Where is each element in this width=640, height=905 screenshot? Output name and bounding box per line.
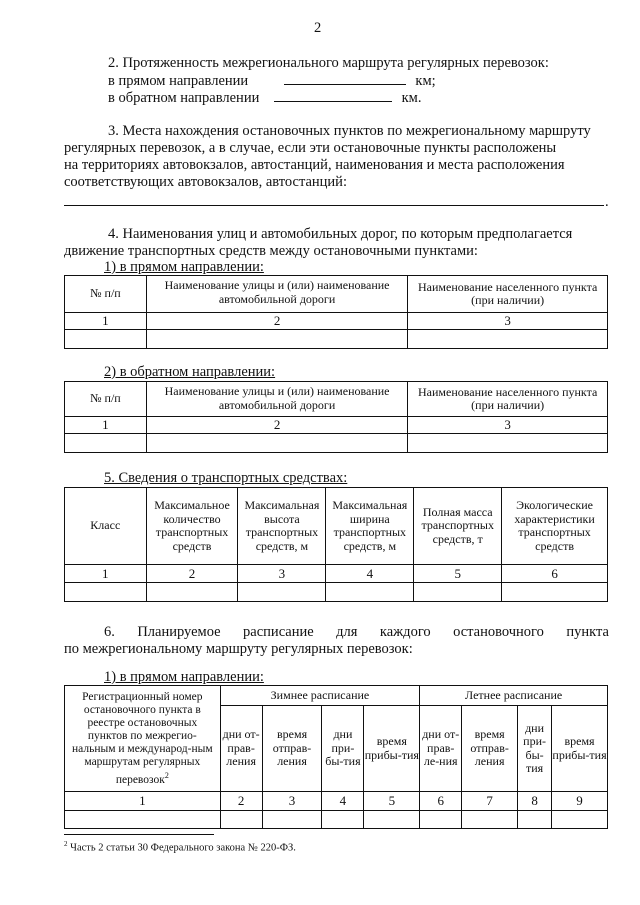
col-number-5: 5 <box>364 792 420 811</box>
empty-cell <box>262 811 322 829</box>
header-winter: Зимнее расписание <box>220 686 420 706</box>
backward-caption-text: 2) в обратном направлении: <box>104 364 276 380</box>
backward-distance-blank <box>274 89 392 102</box>
empty-cell <box>408 434 608 453</box>
empty-cell <box>146 330 408 349</box>
s6-word: для <box>336 624 358 640</box>
table-number-row <box>65 313 608 330</box>
section-4-line1: 4. Наименования улиц и автомобильных дорог, по которым предполагается <box>108 226 573 242</box>
section-4-forward-caption <box>104 259 264 276</box>
forward-distance-blank <box>284 72 406 85</box>
forward-distance-unit: км; <box>415 73 436 89</box>
header-winter-arrival-time: время прибы-тия <box>364 706 420 792</box>
empty-cell <box>65 330 147 349</box>
col-number-1: 1 <box>65 313 147 330</box>
col-number-7: 7 <box>462 792 518 811</box>
empty-cell <box>65 583 147 602</box>
header-summer-departure-time: время отправ-ления <box>462 706 518 792</box>
footnote <box>64 838 296 855</box>
header-summer-departure-days: дни от-прав-ле-ния <box>420 706 462 792</box>
col-number-2: 2 <box>220 792 262 811</box>
section-3-line2: регулярных перевозок, а в случае, если эти остановочные пункты расположены <box>64 140 557 156</box>
vehicles-caption-text: 5. Сведения о транспортных средствах: <box>104 470 348 486</box>
col-number-1: 1 <box>65 417 147 434</box>
empty-cell <box>326 583 414 602</box>
col-number-4: 4 <box>322 792 364 811</box>
header-max-count: Максимальное количество транспортных средств <box>146 488 238 565</box>
table-row <box>65 811 608 829</box>
table-row <box>65 434 608 453</box>
header-winter-arrival-days: дни при-бы-тия <box>322 706 364 792</box>
header-summer-arrival-days: дни при-бы-тия <box>518 706 552 792</box>
backward-distance-unit: км. <box>401 90 422 106</box>
backward-distance-line <box>108 89 421 107</box>
empty-cell <box>408 330 608 349</box>
col-number-3: 3 <box>408 417 608 434</box>
empty-cell <box>65 434 147 453</box>
footnote-separator <box>64 834 214 835</box>
col-number-6: 6 <box>420 792 462 811</box>
col-number-8: 8 <box>518 792 552 811</box>
table-row <box>65 583 608 602</box>
s6-word: пункта <box>566 624 609 640</box>
s6-word: Планируемое <box>137 624 221 640</box>
col-number-1: 1 <box>65 792 221 811</box>
header-number: № п/п <box>65 382 147 417</box>
section-2-title: 2. Протяженность межрегионального маршрута регулярных перевозок: <box>108 55 549 71</box>
forward-caption-text: 1) в прямом направлении: <box>104 259 264 275</box>
s6-word: расписание <box>243 624 314 640</box>
empty-cell <box>414 583 502 602</box>
empty-cell <box>364 811 420 829</box>
header-winter-departure-days: дни от-прав-ления <box>220 706 262 792</box>
col-number-6: 6 <box>502 565 608 583</box>
empty-cell <box>238 583 326 602</box>
s6-word: 6. <box>104 624 115 640</box>
footnote-number: 2 <box>64 840 68 848</box>
table-number-row <box>65 417 608 434</box>
section-3-line1: 3. Места нахождения остановочных пунктов по межрегиональному маршруту <box>108 123 591 139</box>
empty-cell <box>220 811 262 829</box>
stops-answer-line <box>64 205 604 206</box>
schedule-caption-text: 1) в прямом направлении: <box>104 669 264 685</box>
table-header-row <box>65 382 608 417</box>
footnote-text: Часть 2 статьи 30 Федерального закона № 220-ФЗ. <box>70 842 296 854</box>
section-4-line2: движение транспортных средств между остановочными пунктами: <box>64 243 478 259</box>
header-total-mass: Полная масса транспортных средств, т <box>414 488 502 565</box>
table-number-row <box>65 792 608 811</box>
empty-cell <box>146 434 408 453</box>
table-header-row <box>65 488 608 565</box>
section-6-line2: по межрегиональному маршруту регулярных перевозок: <box>64 641 413 657</box>
empty-cell <box>146 583 238 602</box>
header-street: Наименование улицы и (или) наименование автомобильной дороги <box>146 382 408 417</box>
table-number-row <box>65 565 608 583</box>
s6-word: остановочного <box>453 624 544 640</box>
table-row <box>65 330 608 349</box>
header-summer: Летнее расписание <box>420 686 608 706</box>
empty-cell <box>65 811 221 829</box>
stops-answer-end: . <box>605 194 609 210</box>
empty-cell <box>502 583 608 602</box>
section-6-forward-caption <box>104 669 264 686</box>
header-number: № п/п <box>65 276 147 313</box>
table-header-row <box>65 276 608 313</box>
reg-header-text: Регистрационный номер остановочного пункта в реестре остановочных пунктов по межрегио-нальным и международ-ным маршрутам регулярных перевозок <box>72 690 213 786</box>
empty-cell <box>420 811 462 829</box>
table-header-row <box>65 686 608 706</box>
col-number-1: 1 <box>65 565 147 583</box>
section-5-caption <box>104 470 347 487</box>
col-number-2: 2 <box>146 313 408 330</box>
header-ecology: Экологические характеристики транспортных средств <box>502 488 608 565</box>
empty-cell <box>462 811 518 829</box>
streets-backward-table <box>64 381 608 453</box>
forward-distance-line <box>108 72 436 90</box>
schedule-table <box>64 685 608 829</box>
col-number-3: 3 <box>262 792 322 811</box>
header-class: Класс <box>65 488 147 565</box>
backward-distance-label: в обратном направлении <box>108 90 260 106</box>
header-winter-departure-time: время отправ-ления <box>262 706 322 792</box>
section-4-backward-caption <box>104 364 275 381</box>
s6-word: каждого <box>379 624 431 640</box>
col-number-2: 2 <box>146 417 408 434</box>
empty-cell <box>322 811 364 829</box>
header-settlement: Наименование населенного пункта (при наличии) <box>408 276 608 313</box>
section-3-line3: на территориях автовокзалов, автостанций, наименования и места расположения <box>64 157 565 173</box>
col-number-5: 5 <box>414 565 502 583</box>
col-number-3: 3 <box>238 565 326 583</box>
col-number-2: 2 <box>146 565 238 583</box>
col-number-4: 4 <box>326 565 414 583</box>
header-reg-number <box>65 686 221 792</box>
vehicles-table <box>64 487 608 602</box>
page-number: 2 <box>314 20 322 36</box>
forward-distance-label: в прямом направлении <box>108 73 249 89</box>
section-6-line1 <box>104 624 609 641</box>
header-settlement: Наименование населенного пункта (при наличии) <box>408 382 608 417</box>
empty-cell <box>518 811 552 829</box>
col-number-3: 3 <box>408 313 608 330</box>
footnote-mark: 2 <box>164 770 169 780</box>
header-max-height: Максимальная высота транспортных средств, м <box>238 488 326 565</box>
header-summer-arrival-time: время прибы-тия <box>552 706 608 792</box>
streets-forward-table <box>64 275 608 349</box>
col-number-9: 9 <box>552 792 608 811</box>
header-street: Наименование улицы и (или) наименование автомобильной дороги <box>146 276 408 313</box>
section-3-line4: соответствующих автовокзалов, автостанций: <box>64 174 347 190</box>
empty-cell <box>552 811 608 829</box>
header-max-width: Максимальная ширина транспортных средств, м <box>326 488 414 565</box>
